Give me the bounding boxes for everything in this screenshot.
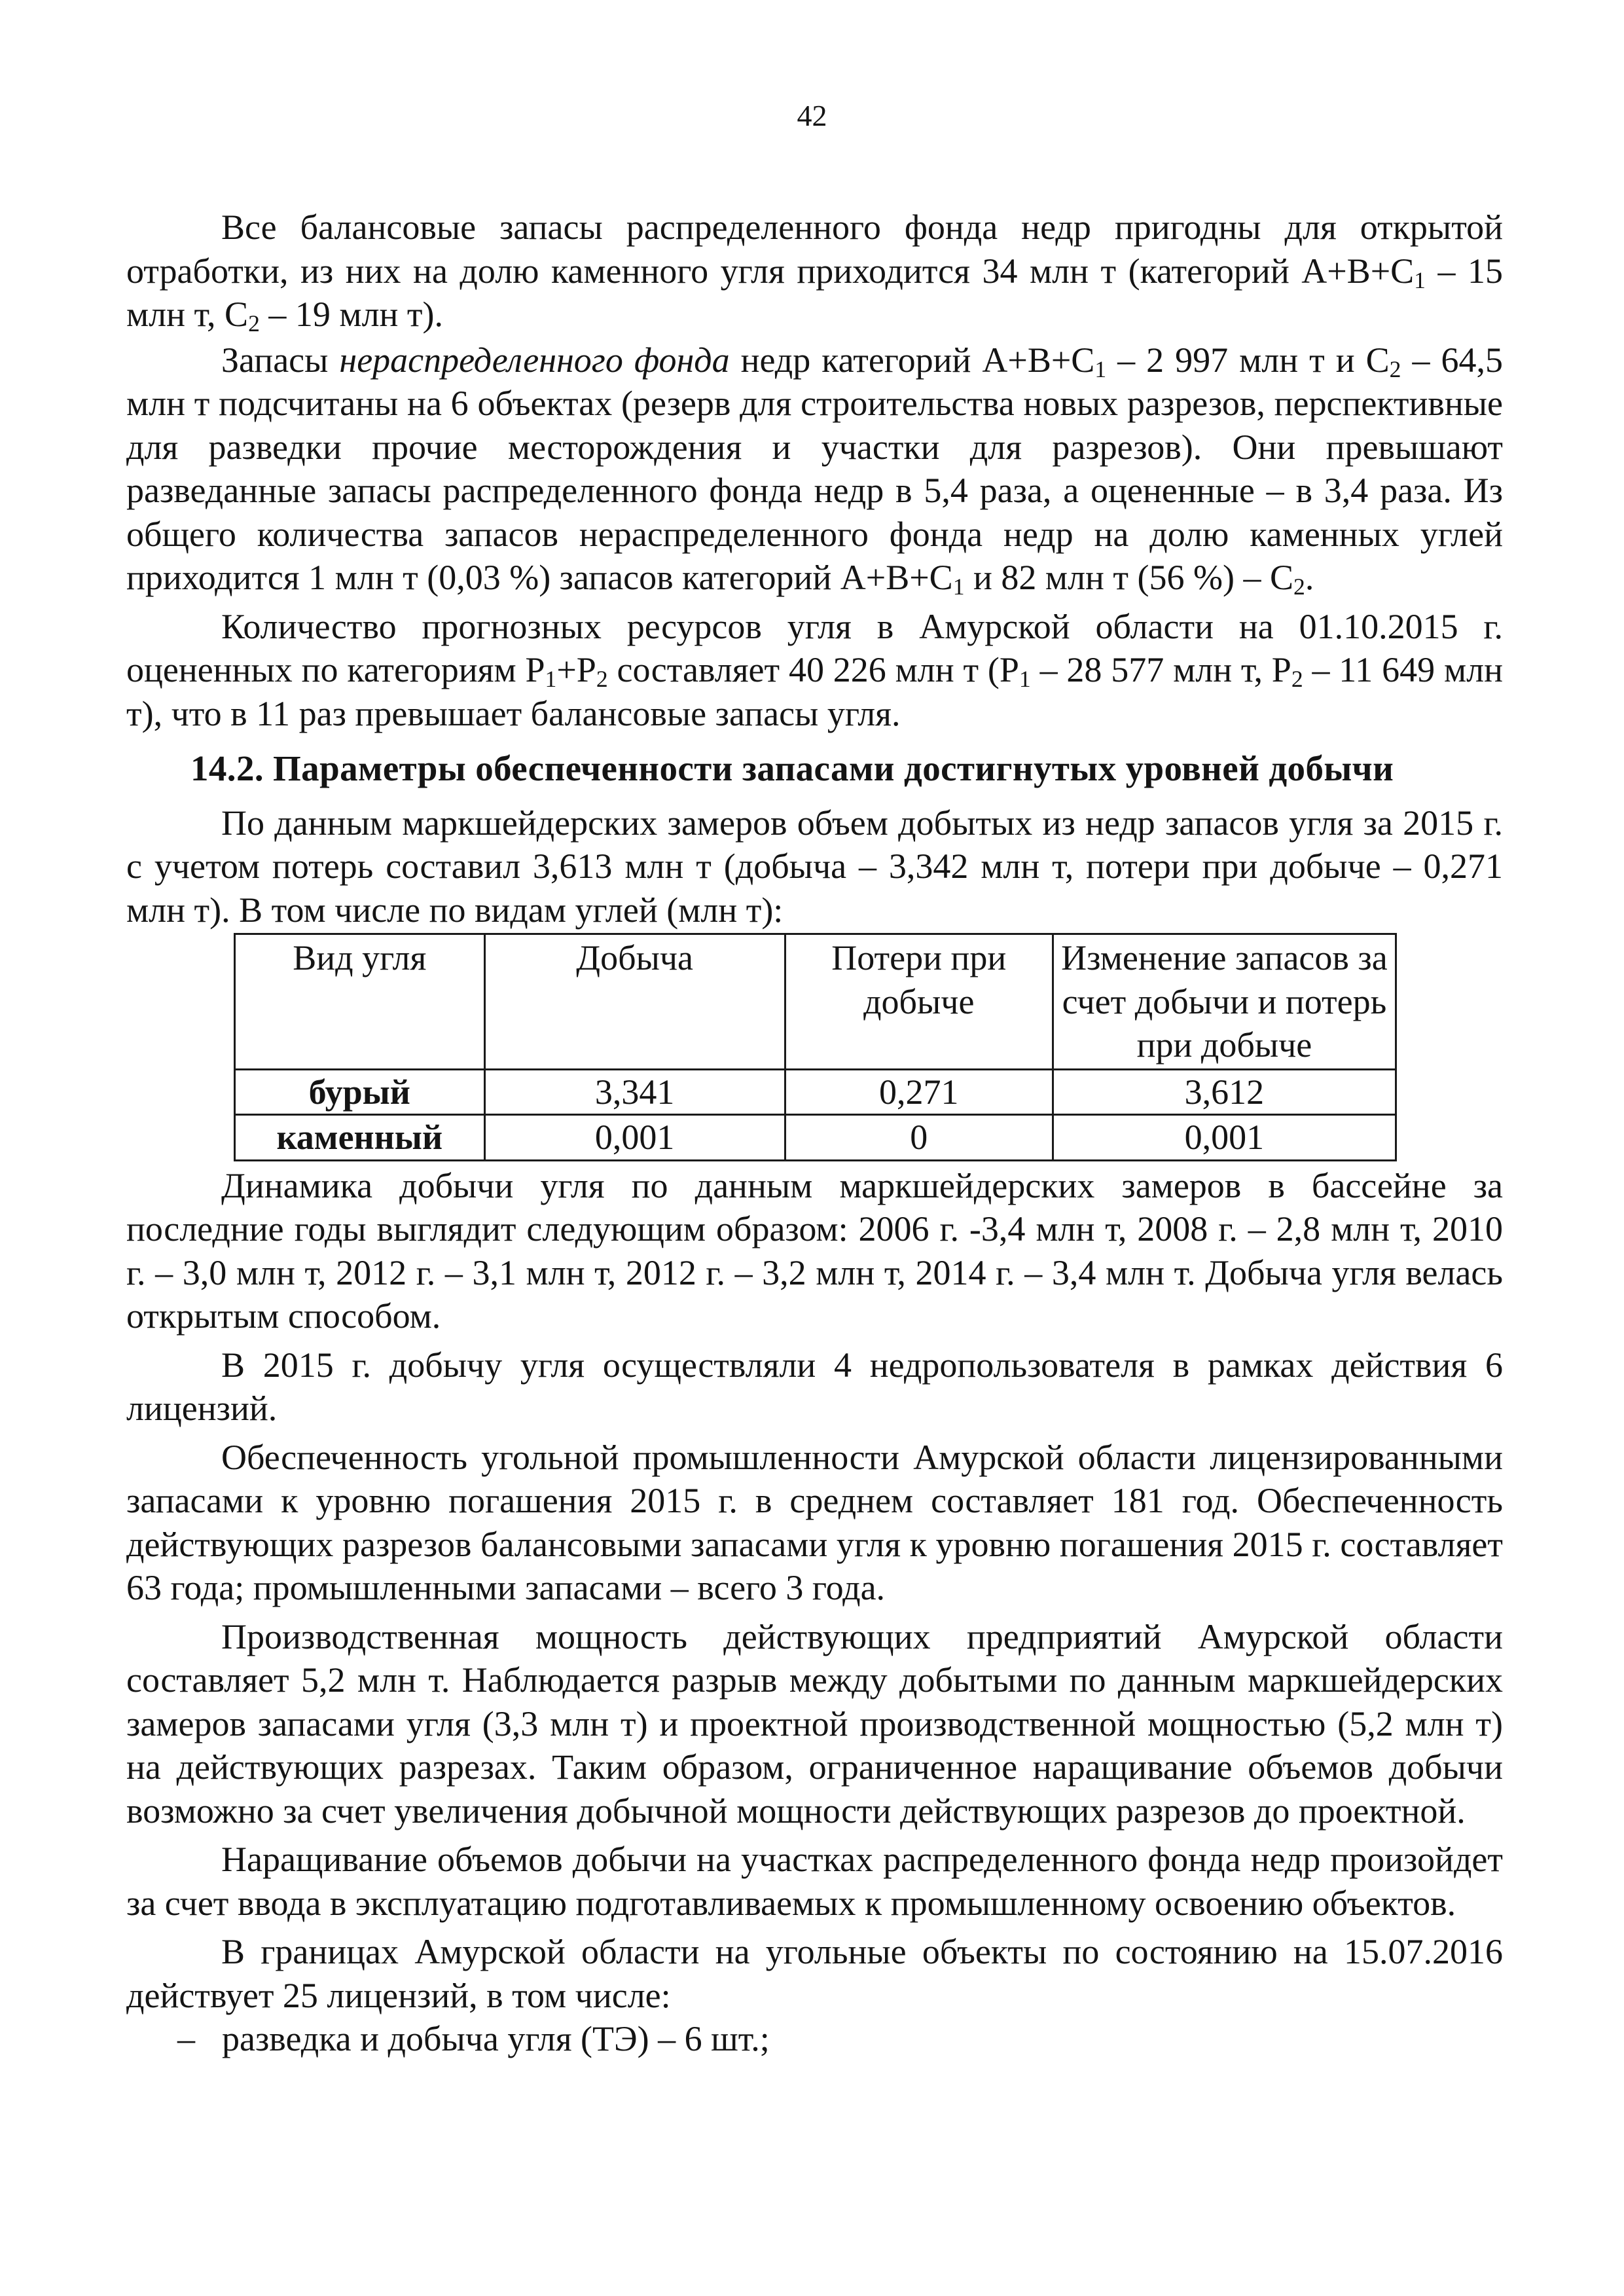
- table-cell-losses: 0: [785, 1115, 1053, 1161]
- table-cell-kind: каменный: [235, 1115, 485, 1161]
- table-row: [235, 1115, 1396, 1161]
- document-body: [126, 206, 1503, 2061]
- table-row: [235, 1069, 1396, 1115]
- paragraph-subsoil-users: В 2015 г. добычу угля осуществляли 4 недропользователя в рамках действия 6 лицензий.: [126, 1345, 1503, 1428]
- table-header-cell: Вид угля: [235, 934, 485, 1070]
- list-dash: –: [177, 2019, 195, 2058]
- paragraph-distributed-reserves: Все балансовые запасы распределенного фонда недр пригодны для открытой отработки, из них на долю каменного угля приходится 34 млн т (категорий $А+В+С_1 - 15$ млн т, $С_2 - 19$ млн т).: [126, 208, 1503, 337]
- list-item-text: разведка и добыча угля (ТЭ) – 6 шт.;: [222, 2019, 770, 2058]
- paragraph-production-dynamics: Динамика добычи угля по данным маркшейдерских замеров в бассейне за последние годы выглядит следующим образом: 2006 г. -3,4 млн т, 2008 г. – 2,8 млн т, 2010 г. – 3,0 млн т, 2012 г. – 3,1 млн т, 2012 г. – 3,2 млн т, 2014 г. – 3,4 млн т. Добыча угля велась открытым способом.: [126, 1165, 1503, 1336]
- paragraph-production-capacity: Производственная мощность действующих предприятий Амурской области составляет 5,2 млн т. Наблюдается разрыв между добытыми по данным маркшейдерских замеров запасами угля (3,3 млн т) и проектной производственной мощностью (5,2 млн т) на действующих разрезах. Таким образом, ограниченное наращивание объемов добычи возможно за счет увеличения добычной мощности действующих разрезов до проектной.: [126, 1616, 1503, 1831]
- paragraph-production-growth: Наращивание объемов добычи на участках распределенного фонда недр произойдет за счет ввода в эксплуатацию подготавливаемых к промышленному освоению объектов.: [126, 1840, 1503, 1923]
- table-header-row: [235, 934, 1396, 1070]
- table-header-cell: Потери при добыче: [785, 934, 1053, 1070]
- paragraph-survey-volume: По данным маркшейдерских замеров объем добытых из недр запасов угля за 2015 г. с учетом потерь составил 3,613 млн т (добыча – 3,342 млн т, потери при добыче – 0,271 млн т). В том числе по видам углей (млн т):: [126, 803, 1503, 930]
- paragraph-undistributed-reserves: Запасы нераспределенного фонда недр категорий $А+В+С_1 - 2$ 997 млн т и $С_2 - 64,5$ млн т подсчитаны на 6 объектах (резерв для строительства новых разрезов, перспективные для разведки прочие месторождения и участки для разрезов). Они превышают разведанные запасы распределенного фонда недр в 5,4 раза, а оцененные – в 3,4 раза. Из общего количества запасов нераспределенного фонда недр на долю каменных углей приходится 1 млн т (0,03 %) запасов категорий $А+В+С_1$ и 82 млн т (56 %) – $С_2$.: [126, 340, 1503, 600]
- coal-production-table: [234, 933, 1397, 1161]
- paragraph-forecast-resources: Количество прогнозных ресурсов угля в Амурской области на 01.10.2015 г. оцененных по категориям $Р_1+Р_2$ составляет 40 226 млн т ($Р_1 - 28$ 577 млн т, $Р_2 - 11$ 649 млн т), что в 11 раз превышает балансовые запасы угля.: [126, 606, 1503, 733]
- table-header-cell: Добыча: [484, 934, 785, 1070]
- list-item: [126, 2017, 1503, 2061]
- table-cell-losses: 0,271: [785, 1069, 1053, 1115]
- section-number: 14.2.: [190, 748, 264, 788]
- section-title: Параметры обеспеченности запасами достигнутых уровней добычи: [273, 748, 1394, 788]
- table-header-cell: Изменение запасов за счет добычи и потерь при добыче: [1053, 934, 1396, 1070]
- table-cell-kind: бурый: [235, 1069, 485, 1115]
- paragraph-reserve-supply: Обеспеченность угольной промышленности Амурской области лицензированными запасами к уровню погашения 2015 г. в среднем составляет 181 год. Обеспеченность действующих разрезов балансовыми запасами угля к уровню погашения 2015 г. составляет 63 года; промышленными запасами – всего 3 года.: [126, 1437, 1503, 1607]
- page-number: 42: [797, 99, 827, 132]
- section-heading: [126, 747, 1503, 791]
- table-cell-change: 0,001: [1053, 1115, 1396, 1161]
- table-cell-production: 3,341: [484, 1069, 785, 1115]
- table-cell-change: 3,612: [1053, 1069, 1396, 1115]
- paragraph-licenses: В границах Амурской области на угольные объекты по состоянию на 15.07.2016 действует 25 лицензий, в том числе:: [126, 1932, 1503, 2015]
- table-cell-production: 0,001: [484, 1115, 785, 1161]
